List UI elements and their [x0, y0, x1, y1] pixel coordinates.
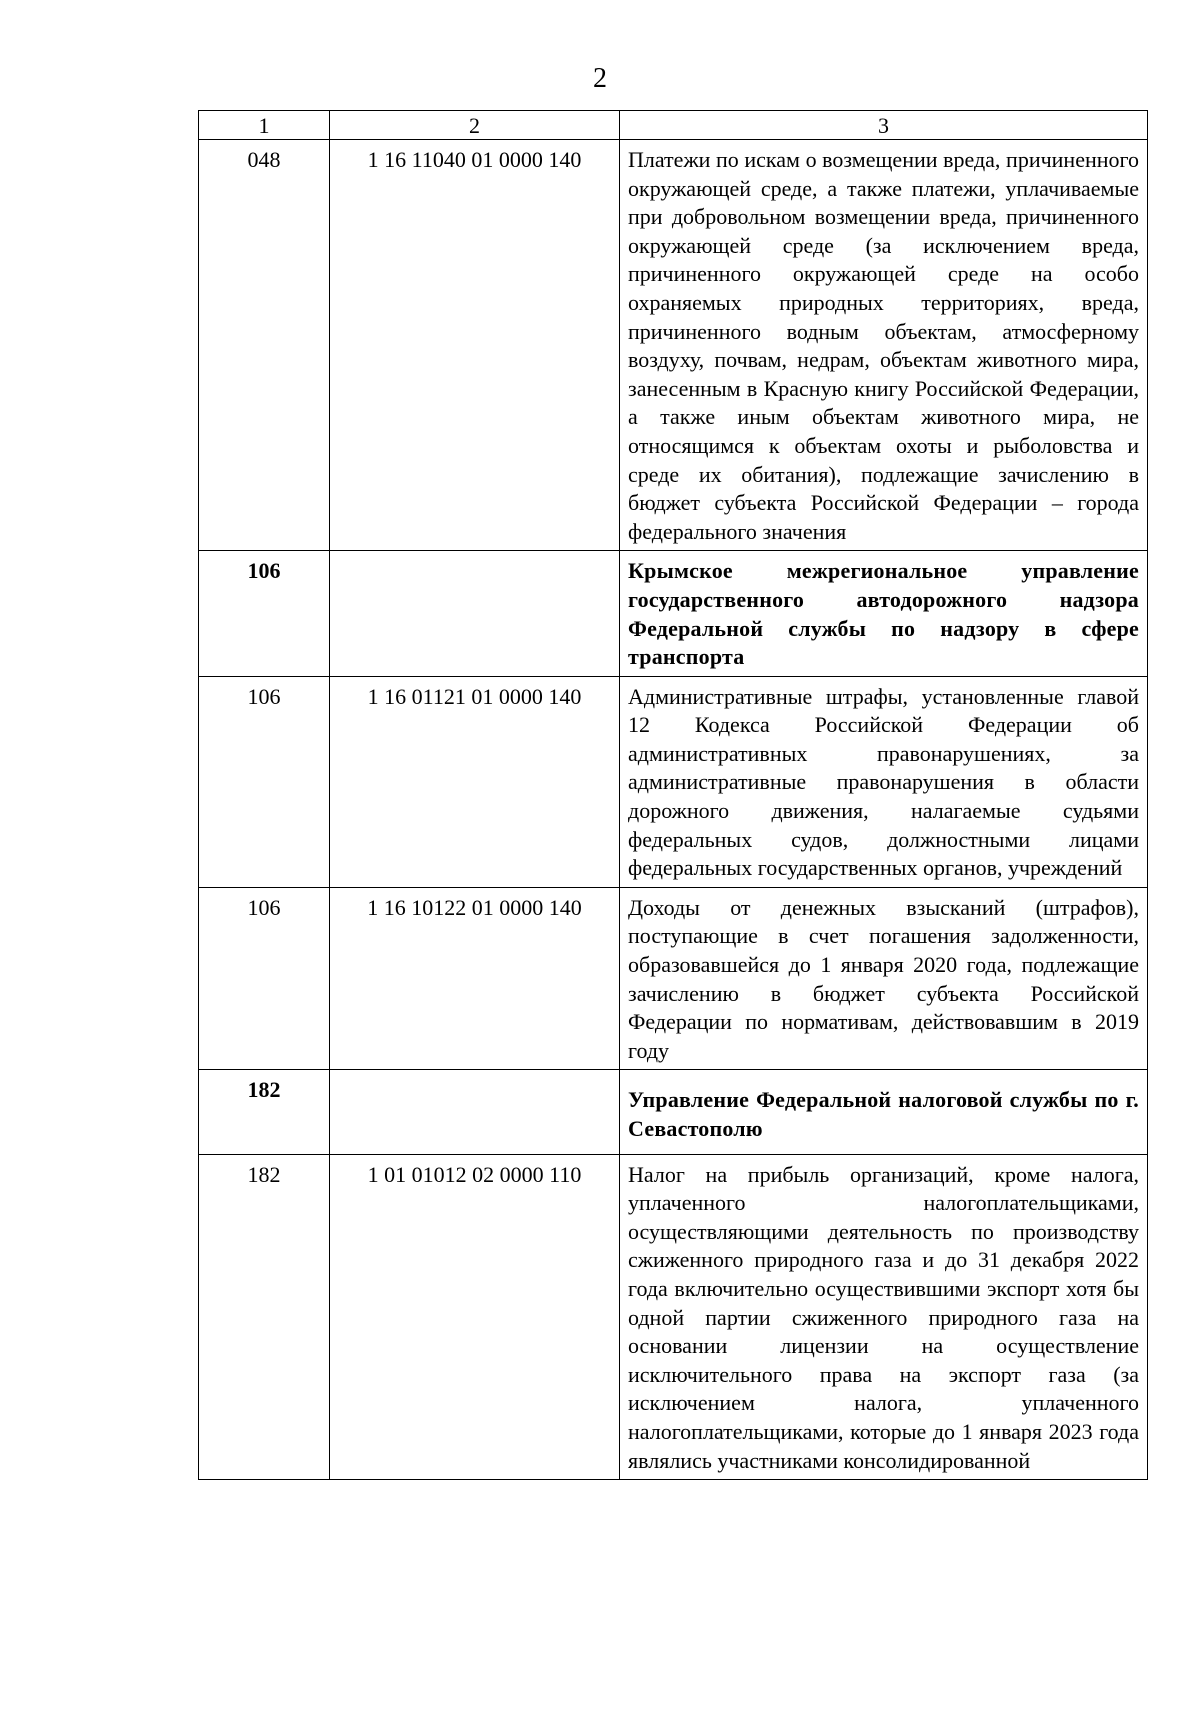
kbk-code-cell [330, 551, 620, 676]
table-row-department [199, 551, 1148, 676]
description-cell: Налог на прибыль организаций, кроме налога, уплаченного налогоплательщиками, осуществляющими деятельность по производству сжиженного природного газа и до 31 декабря 2022 года включительно осуществившими экспорт хотя бы одной партии сжиженного природного газа на основании лицензии на осуществление исключительного права на экспорт газа (за исключением налога, уплаченного налогоплательщиками, которые до 1 января 2023 года являлись участниками консолидированной [620, 1154, 1148, 1480]
table-row [199, 676, 1148, 887]
header-column-2: 2 [330, 111, 620, 140]
description-cell: Административные штрафы, установленные главой 12 Кодекса Российской Федерации об административных правонарушениях, за административные правонарушения в области дорожного движения, налагаемые судьями федеральных судов, должностными лицами федеральных государственных органов, учреждений [620, 676, 1148, 887]
kbk-code-cell: 1 16 11040 01 0000 140 [330, 140, 620, 551]
header-column-3: 3 [620, 111, 1148, 140]
table-header-row [199, 111, 1148, 140]
page-number: 2 [593, 63, 607, 94]
table-row [199, 140, 1148, 551]
admin-code-cell: 048 [199, 140, 330, 551]
admin-code-cell: 106 [199, 676, 330, 887]
description-cell: Платежи по искам о возмещении вреда, причиненного окружающей среде, а также платежи, уплачиваемые при добровольном возмещении вреда, причиненного окружающей среде (за исключением вреда, причиненного окружающей среде на особо охраняемых природных территориях, вреда, причиненного водным объектам, атмосферному воздуху, почвам, недрам, объектам животного мира, занесенным в Красную книгу Российской Федерации, а также иным объектам животного мира, не относящимся к объектам охоты и рыболовства и среде их обитания), подлежащие зачислению в бюджет субъекта Российской Федерации – города федерального значения [620, 140, 1148, 551]
admin-code-cell: 182 [199, 1070, 330, 1154]
department-name-cell: Крымское межрегиональное управление государственного автодорожного надзора Федеральной службы по надзору в сфере транспорта [620, 551, 1148, 676]
table-row [199, 887, 1148, 1070]
table-row [199, 1154, 1148, 1480]
admin-code-cell: 106 [199, 551, 330, 676]
kbk-code-cell: 1 01 01012 02 0000 110 [330, 1154, 620, 1480]
header-column-1: 1 [199, 111, 330, 140]
kbk-code-cell: 1 16 10122 01 0000 140 [330, 887, 620, 1070]
budget-revenue-table [198, 110, 1148, 1480]
kbk-code-cell: 1 16 01121 01 0000 140 [330, 676, 620, 887]
description-cell: Доходы от денежных взысканий (штрафов), поступающие в счет погашения задолженности, образовавшейся до 1 января 2020 года, подлежащие зачислению в бюджет субъекта Российской Федерации по нормативам, действовавшим в 2019 году [620, 887, 1148, 1070]
department-name-cell: Управление Федеральной налоговой службы по г. Севастополю [620, 1070, 1148, 1154]
admin-code-cell: 182 [199, 1154, 330, 1480]
table-row-department [199, 1070, 1148, 1154]
kbk-code-cell [330, 1070, 620, 1154]
admin-code-cell: 106 [199, 887, 330, 1070]
